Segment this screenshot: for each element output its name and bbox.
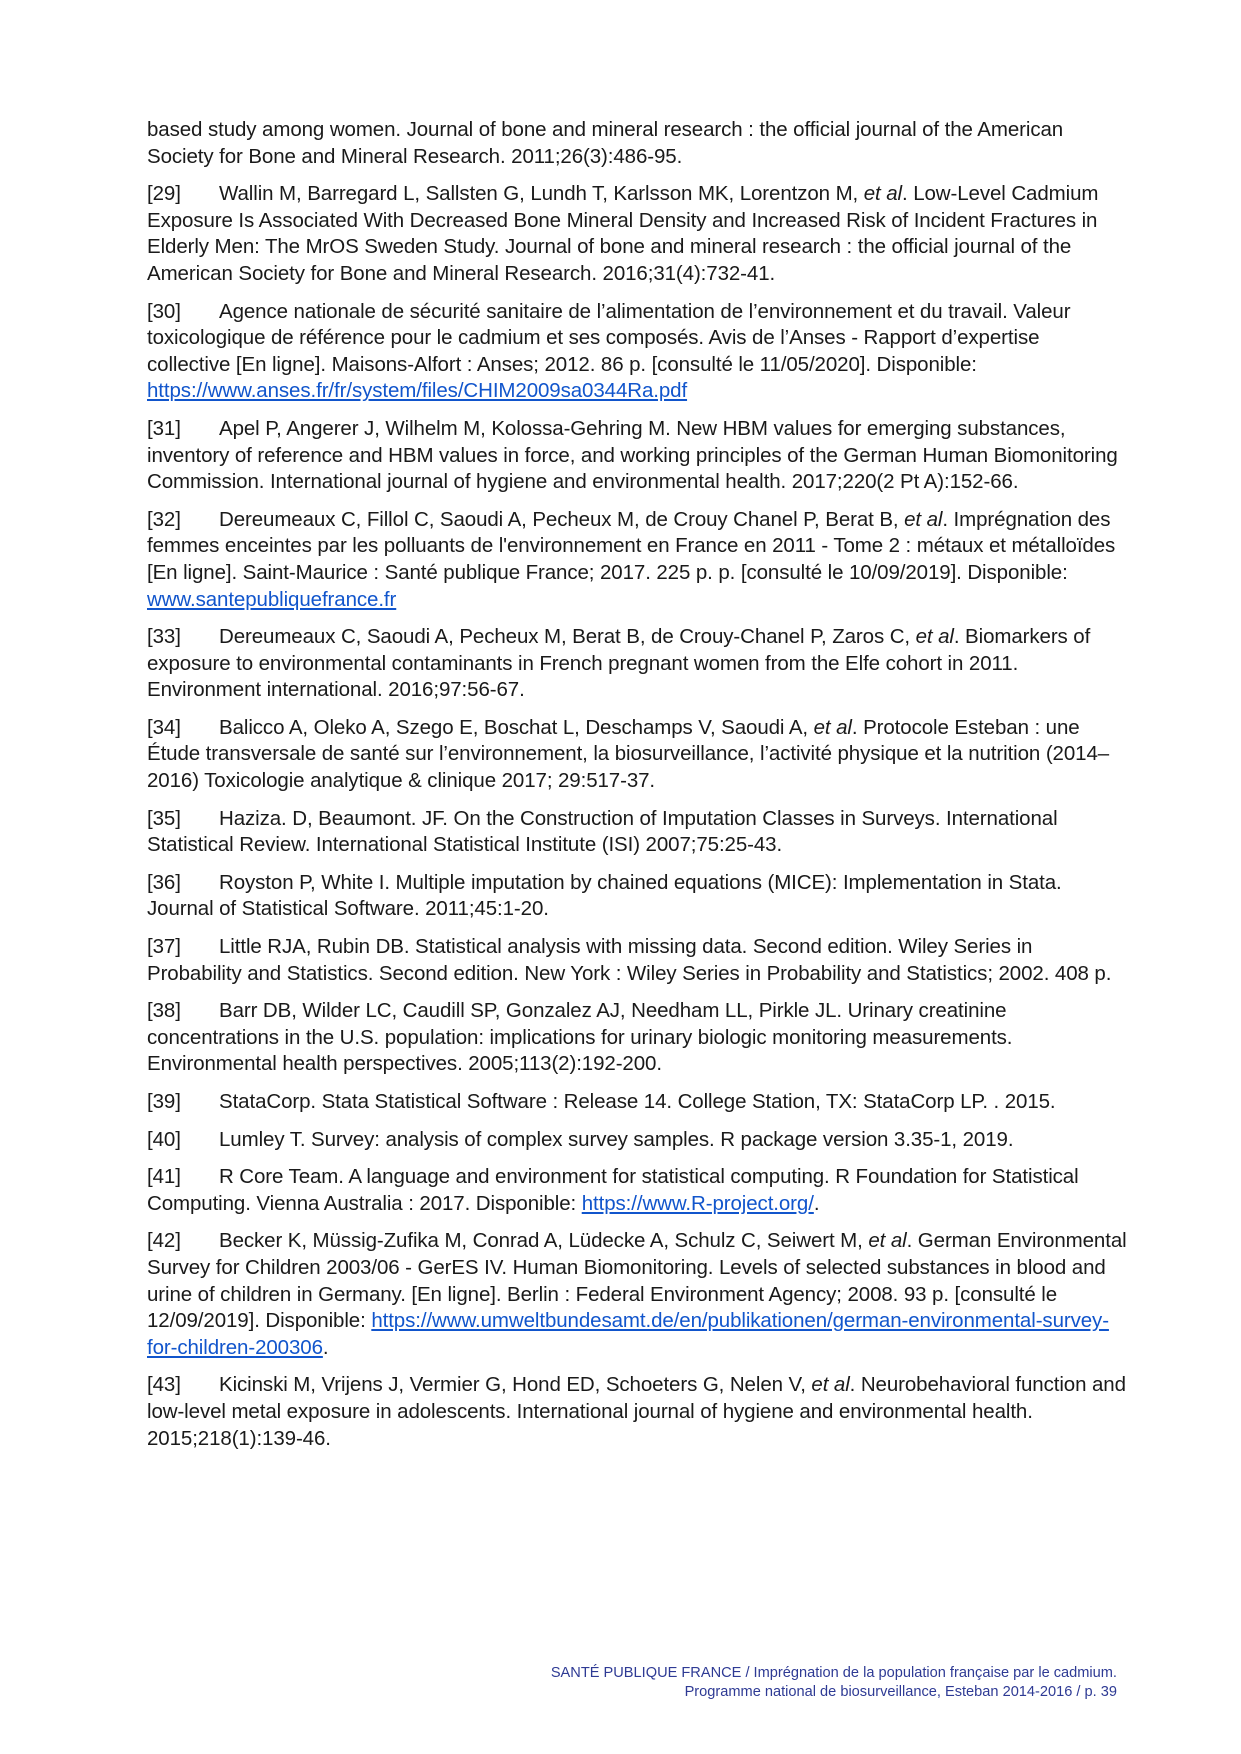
reference-text: Balicco A, Oleko A, Szego E, Boschat L, Deschamps V, Saoudi A, (219, 715, 814, 739)
reference-number: [31] (147, 416, 181, 440)
reference-number: [29] (147, 182, 181, 206)
reference-text: R Core Team. A language and environment for statistical computing. R Foundation for Statistical Computing. Vienna Australia : 2017. Disponible: (147, 1165, 1079, 1215)
reference-text: Royston P, White I. Multiple imputation by chained equations (MICE): Implementation in Stata. Journal of Statistical Software. 2011;45:1-20. (147, 870, 1062, 921)
reference-item (147, 998, 1127, 1078)
reference-item (147, 1089, 1127, 1116)
et-al: et al (811, 1373, 850, 1397)
et-al: et al (868, 1229, 907, 1253)
footer-line-2: Programme national de biosurveillance, Esteban 2014-2016 / p. 39 (684, 1684, 1117, 1700)
reference-number: [35] (147, 806, 181, 830)
reference-number: [38] (147, 999, 181, 1023)
reference-item (147, 1228, 1127, 1361)
reference-number: [32] (147, 507, 181, 531)
reference-text: Apel P, Angerer J, Wilhelm M, Kolossa-Gehring M. New HBM values for emerging substances, inventory of reference and HBM values in force, and working principles of the German Human Biomonitoring Commission. International journal of hygiene and environmental health. 2017;220(2 Pt A):152-66. (147, 416, 1118, 494)
reference-item (147, 1164, 1127, 1217)
reference-link[interactable]: https://www.R-project.org/ (581, 1191, 814, 1215)
reference-item (147, 416, 1127, 496)
reference-text: Becker K, Müssig-Zufika M, Conrad A, Lüdecke A, Schulz C, Seiwert M, (219, 1229, 869, 1253)
footer-line-1: SANTÉ PUBLIQUE FRANCE / Imprégnation de la population française par le cadmium. (550, 1665, 1117, 1681)
reference-number: [40] (147, 1127, 181, 1151)
reference-number: [37] (147, 935, 181, 959)
reference-text: Barr DB, Wilder LC, Caudill SP, Gonzalez AJ, Needham LL, Pirkle JL. Urinary creatinine concentrations in the U.S. population: implications for urinary biologic monitoring measurements. Environmental health perspectives. 2005;113(2):192-200. (147, 999, 1013, 1076)
reference-number: [30] (147, 299, 181, 323)
reference-text-after: . (322, 1335, 329, 1359)
reference-item (147, 806, 1127, 859)
reference-text: Dereumeaux C, Saoudi A, Pecheux M, Berat B, de Crouy-Chanel P, Zaros C, (219, 625, 916, 649)
reference-text: Dereumeaux C, Fillol C, Saoudi A, Pecheux M, de Crouy Chanel P, Berat B, (219, 507, 905, 531)
reference-text: Agence nationale de sécurité sanitaire de l’alimentation de l’environnement et du travail. Valeur toxicologique de référence pour le cadmium et ses composés. Avis de l’Anses - Rapport d’expertise collective [En ligne]. Maisons-Alfort : Anses; 2012. 86 p. [consulté le 11/05/2020]. Disponible: (147, 299, 1071, 376)
reference-text-rest: . Low-Level Cadmium Exposure Is Associated With Decreased Bone Mineral Density and Increased Risk of Incident Fractures in Elderly Men: The MrOS Sweden Study. Journal of bone and mineral research : the official journal of the American Society for Bone and Mineral Research. 2016;31(4):732-41. (147, 182, 1099, 285)
reference-item (147, 1372, 1127, 1452)
reference-number: [33] (147, 625, 181, 649)
reference-text-rest: . Imprégnation des femmes enceintes par les polluants de l'environnement en France en 2011 - Tome 2 : métaux et métalloïdes [En ligne]. Saint-Maurice : Santé publique France; 2017. 225 p. p. [consulté le 10/09/2019]. Disponible: (147, 507, 1116, 584)
et-al: et al (915, 625, 954, 649)
reference-text: Wallin M, Barregard L, Sallsten G, Lundh T, Karlsson MK, Lorentzon M, (219, 182, 864, 206)
reference-item (147, 934, 1127, 987)
reference-text-rest: . German Environmental Survey for Children 2003/06 - GerES IV. Human Biomonitoring. Levels of selected substances in blood and urine of children in Germany. [En ligne]. Berlin : Federal Environment Agency; 2008. 93 p. [consulté le 12/09/2019]. Disponible: (147, 1229, 1127, 1333)
reference-text: Haziza. D, Beaumont. JF. On the Construction of Imputation Classes in Surveys. International Statistical Review. International Statistical Institute (ISI) 2007;75:25-43. (147, 806, 1058, 857)
reference-item (147, 624, 1127, 704)
et-al: et al (904, 507, 943, 531)
reference-number: [36] (147, 870, 181, 894)
reference-text-rest: . Protocole Esteban : une Étude transversale de santé sur l’environnement, la biosurveillance, l’activité physique et la nutrition (2014–2016) Toxicologie analytique & clinique 2017; 29:517-37. (147, 715, 1110, 793)
reference-number: [42] (147, 1229, 181, 1253)
reference-number: [41] (147, 1165, 181, 1189)
reference-item (147, 507, 1127, 613)
reference-text-rest: . Neurobehavioral function and low-level metal exposure in adolescents. International journal of hygiene and environmental health. 2015;218(1):139-46. (147, 1373, 1126, 1450)
reference-item (147, 181, 1127, 287)
reference-link[interactable]: https://www.umweltbundesamt.de/en/publikationen/german-environmental-survey-for-children-200306 (147, 1309, 1109, 1359)
reference-text: based study among women. Journal of bone and mineral research : the official journal of the American Society for Bone and Mineral Research. 2011;26(3):486-95. (147, 118, 1064, 168)
reference-text: Lumley T. Survey: analysis of complex survey samples. R package version 3.35-1, 2019. (219, 1127, 1014, 1151)
reference-list (147, 117, 1127, 1463)
reference-number: [39] (147, 1090, 181, 1113)
reference-number: [34] (147, 715, 181, 739)
reference-item (147, 1127, 1127, 1154)
et-al: et al (863, 182, 902, 206)
reference-item (147, 715, 1127, 795)
reference-item (147, 117, 1127, 170)
page-footer (551, 1664, 1117, 1702)
reference-text-after: . (813, 1191, 820, 1215)
reference-text: Kicinski M, Vrijens J, Vermier G, Hond ED, Schoeters G, Nelen V, (219, 1373, 812, 1397)
reference-number: [43] (147, 1373, 181, 1397)
reference-item (147, 870, 1127, 923)
reference-text: StataCorp. Stata Statistical Software : Release 14. College Station, TX: StataCorp LP. . 2015. (219, 1090, 1056, 1113)
reference-item (147, 299, 1127, 405)
et-al: et al (813, 715, 852, 739)
reference-link[interactable]: www.santepubliquefrance.fr (147, 587, 397, 611)
reference-link[interactable]: https://www.anses.fr/fr/system/files/CHIM2009sa0344Ra.pdf (147, 379, 688, 403)
reference-text: Little RJA, Rubin DB. Statistical analysis with missing data. Second edition. Wiley Series in Probability and Statistics. Second edition. New York : Wiley Series in Probability and Statistics; 2002. 408 p. (147, 935, 1112, 985)
reference-text-rest: . Biomarkers of exposure to environmental contaminants in French pregnant women from the Elfe cohort in 2011. Environment international. 2016;97:56-67. (147, 625, 1091, 702)
